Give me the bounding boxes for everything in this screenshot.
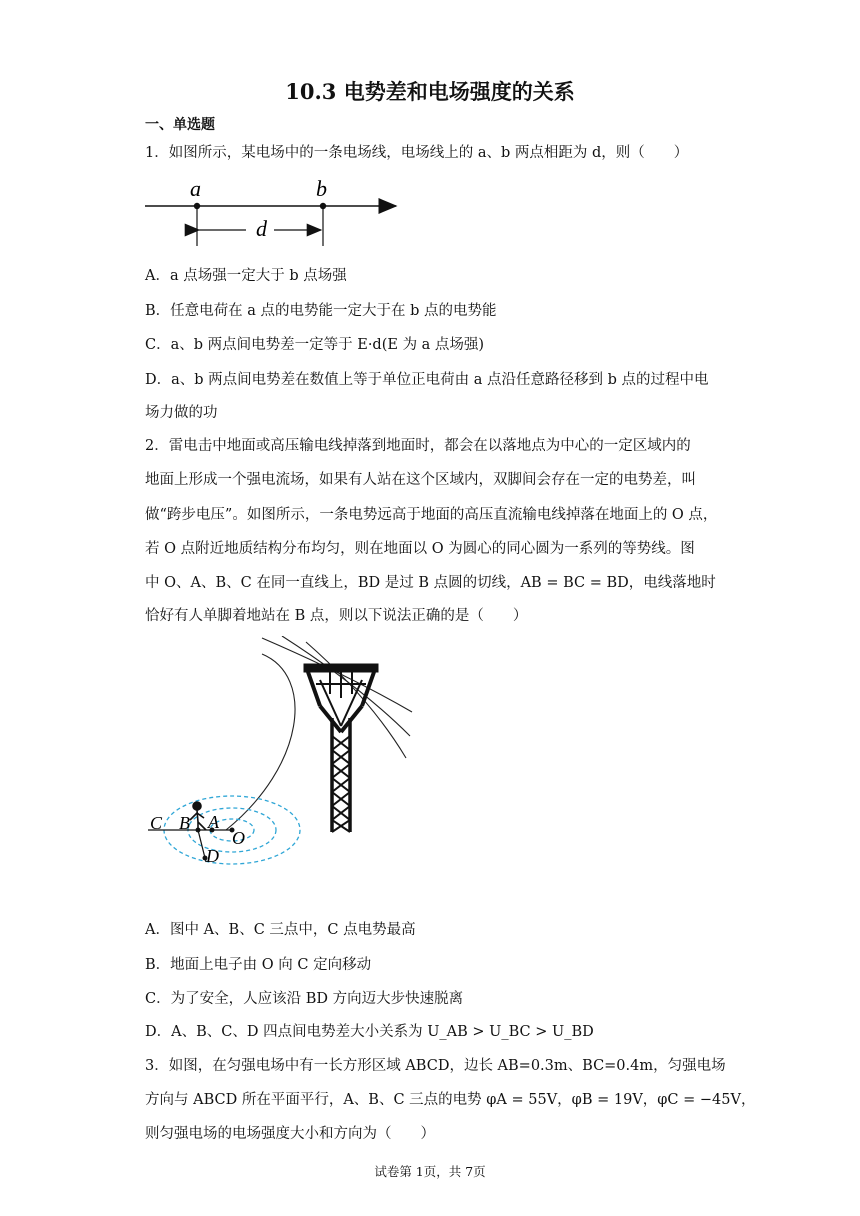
q2-stem-line6: 恰好有人单脚着地站在 B 点，则以下说法正确的是（ ）	[145, 608, 528, 624]
q1-option-d-cont: 场力做的功	[145, 405, 218, 421]
label-A: A	[208, 812, 219, 832]
q2-option-d[interactable]: D．A、B、C、D 四点间电势差大小关系为 U_AB > U_BC > U_BD	[145, 1024, 594, 1040]
label-D: D	[206, 846, 219, 866]
q2-option-b[interactable]: B．地面上电子由 O 向 C 定向移动	[145, 957, 372, 973]
wire-2	[282, 636, 410, 736]
label-O: O	[232, 828, 245, 848]
q2-stem-line4: 若 O 点附近地质结构分布均匀，则在地面以 O 为圆心的同心圆为一系列的等势线。图	[145, 541, 695, 557]
wire-1	[262, 638, 412, 712]
page-footer: 试卷第 1页，共 7页	[374, 1164, 486, 1179]
fallen-wire	[226, 654, 295, 830]
label-b: b	[316, 176, 327, 201]
q2-stem-line1: 2．雷电击中地面或高压输电线掉落到地面时，都会在以落地点为中心的一定区域内的	[145, 438, 691, 454]
q3-stem-line3: 则匀强电场的电场强度大小和方向为（ ）	[145, 1126, 435, 1142]
q1-option-a[interactable]: A．a 点场强一定大于 b 点场强	[145, 268, 347, 284]
q3-stem-line2: 方向与 ABCD 所在平面平行，A、B、C 三点的电势 φA = 55V，φB = 19V，φC = −45V，	[145, 1092, 756, 1108]
q2-power-line-figure	[140, 636, 430, 876]
label-C: C	[150, 813, 163, 833]
q2-option-a[interactable]: A．图中 A、B、C 三点中，C 点电势最高	[145, 922, 416, 938]
page-title: 10.3 电势差和电场强度的关系	[285, 79, 575, 104]
label-B: B	[179, 813, 190, 833]
q1-option-d[interactable]: D．a、b 两点间电势差在数值上等于单位正电荷由 a 点沿任意路径移到 b 点的过程中电	[145, 372, 709, 388]
q2-stem-line3: 做“跨步电压”。如图所示，一条电势远高于地面的高压直流输电线掉落在地面上的 O 点，	[145, 507, 718, 523]
q1-option-b[interactable]: B．任意电荷在 a 点的电势能一定大于在 b 点的电势能	[145, 303, 497, 319]
label-a: a	[190, 176, 201, 201]
label-d: d	[256, 216, 267, 241]
person-figure	[190, 802, 206, 830]
q2-stem-line2: 地面上形成一个强电流场，如果有人站在这个区域内，双脚间会存在一定的电势差，叫	[145, 472, 696, 488]
q2-option-c[interactable]: C．为了安全，人应该沿 BD 方向迈大步快速脱离	[145, 991, 464, 1007]
q1-option-c[interactable]: C．a、b 两点间电势差一定等于 E·d(E 为 a 点场强)	[145, 337, 485, 353]
q1-stem: 1．如图所示，某电场中的一条电场线，电场线上的 a、b 两点相距为 d，则（ ）	[145, 145, 689, 161]
section-heading: 一、单选题	[145, 117, 215, 133]
transmission-tower	[304, 664, 378, 832]
q3-stem-line1: 3．如图，在匀强电场中有一长方形区域 ABCD，边长 AB=0.3m、BC=0.4m，匀强电场	[145, 1058, 726, 1074]
q2-stem-line5: 中 O、A、B、C 在同一直线上，BD 是过 B 点圆的切线，AB = BC = BD，电线落地时	[145, 575, 716, 591]
q1-field-line-figure	[140, 172, 410, 250]
